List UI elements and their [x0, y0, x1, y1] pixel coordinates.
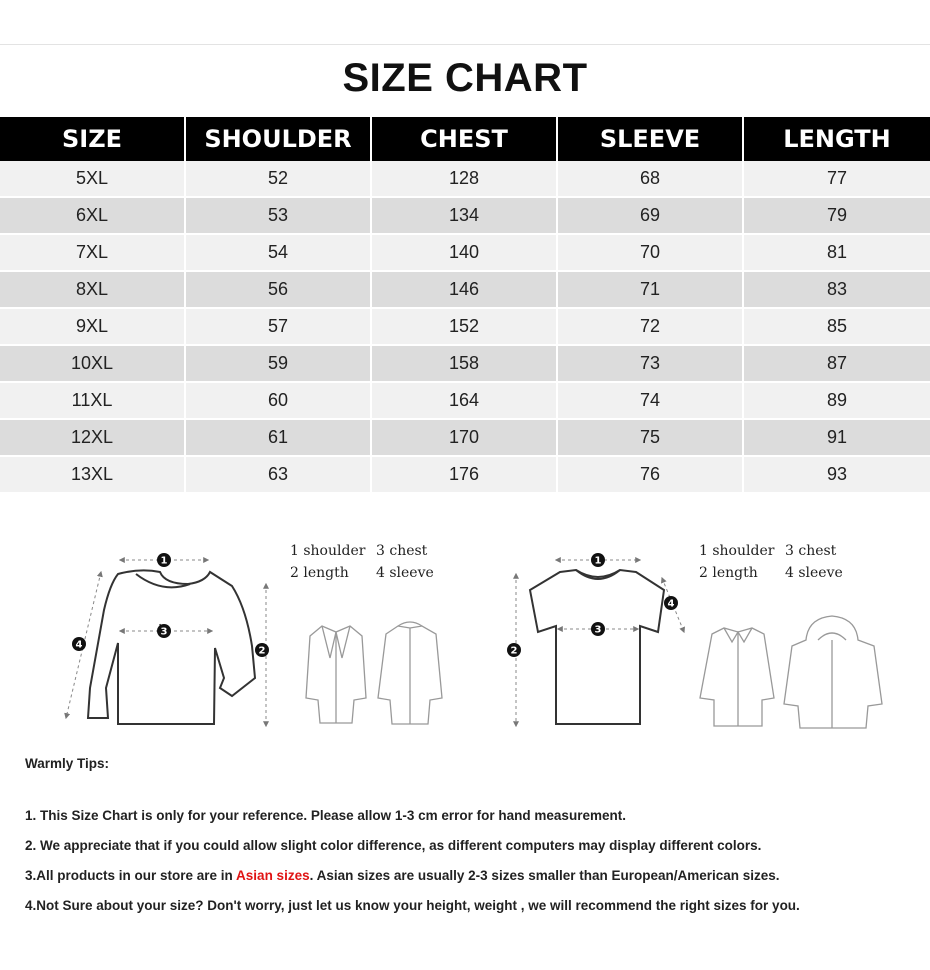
marker-2: 2 — [258, 645, 266, 657]
cell-chest: 170 — [372, 420, 558, 457]
size-table — [0, 117, 930, 494]
cell-shoulder: 54 — [186, 235, 372, 272]
table-row — [0, 457, 930, 494]
cell-sleeve: 73 — [558, 346, 744, 383]
cell-length: 89 — [744, 383, 930, 420]
tips-section — [25, 756, 915, 921]
cell-chest: 140 — [372, 235, 558, 272]
cell-shoulder: 60 — [186, 383, 372, 420]
cell-size: 12XL — [0, 420, 186, 457]
top-divider — [0, 44, 930, 45]
cell-chest: 128 — [372, 161, 558, 198]
legend-shoulder: 1 shoulder — [699, 543, 775, 559]
hoodie-sketch-icon — [784, 616, 882, 728]
table-row — [0, 346, 930, 383]
cell-chest: 146 — [372, 272, 558, 309]
cell-shoulder: 52 — [186, 161, 372, 198]
table-row — [0, 272, 930, 309]
marker-1: 1 — [160, 555, 168, 567]
table-row — [0, 161, 930, 198]
marker-3: 3 — [160, 626, 168, 638]
cell-length: 85 — [744, 309, 930, 346]
legend-chest: 3 chest — [376, 543, 428, 559]
marker-4: 4 — [667, 598, 675, 610]
column-header-chest: CHEST — [372, 117, 558, 161]
legend-right — [699, 540, 843, 584]
jacket-sketch-icon — [306, 626, 366, 723]
table-row — [0, 420, 930, 457]
cell-length: 93 — [744, 457, 930, 494]
legend-sleeve: 4 sleeve — [376, 565, 434, 581]
marker-4: 4 — [75, 639, 83, 651]
cell-shoulder: 59 — [186, 346, 372, 383]
table-row — [0, 235, 930, 272]
cell-length: 83 — [744, 272, 930, 309]
table-row — [0, 309, 930, 346]
cell-length: 87 — [744, 346, 930, 383]
legend-length: 2 length — [699, 565, 758, 581]
cell-chest: 176 — [372, 457, 558, 494]
cell-chest: 134 — [372, 198, 558, 235]
cell-chest: 158 — [372, 346, 558, 383]
cell-size: 13XL — [0, 457, 186, 494]
cell-length: 77 — [744, 161, 930, 198]
tips-heading: Warmly Tips: — [25, 756, 110, 771]
cell-size: 5XL — [0, 161, 186, 198]
cell-sleeve: 69 — [558, 198, 744, 235]
table-row — [0, 383, 930, 420]
legend-chest: 3 chest — [785, 543, 837, 559]
cell-sleeve: 76 — [558, 457, 744, 494]
table-header-row — [0, 117, 930, 161]
cell-shoulder: 57 — [186, 309, 372, 346]
legend-length: 2 length — [290, 565, 349, 581]
sweatshirt-diagram — [88, 570, 255, 724]
cell-sleeve: 70 — [558, 235, 744, 272]
legend-sleeve: 4 sleeve — [785, 565, 843, 581]
cell-length: 91 — [744, 420, 930, 457]
table-row — [0, 198, 930, 235]
marker-3: 3 — [594, 624, 602, 636]
cell-size: 8XL — [0, 272, 186, 309]
measurement-diagrams — [0, 528, 930, 738]
legend-shoulder: 1 shoulder — [290, 543, 366, 559]
column-header-sleeve: SLEEVE — [558, 117, 744, 161]
cell-shoulder: 61 — [186, 420, 372, 457]
marker-2: 2 — [510, 645, 518, 657]
cell-sleeve: 72 — [558, 309, 744, 346]
cell-chest: 152 — [372, 309, 558, 346]
tip-2: 2. We appreciate that if you could allow slight color difference, as different computers may display different colors. — [25, 838, 762, 853]
cell-shoulder: 56 — [186, 272, 372, 309]
cell-length: 79 — [744, 198, 930, 235]
column-header-size: SIZE — [0, 117, 186, 161]
zip-jacket-sketch-icon — [378, 622, 442, 724]
column-header-shoulder: SHOULDER — [186, 117, 372, 161]
tip-1: 1. This Size Chart is only for your reference. Please allow 1-3 cm error for hand measurement. — [25, 808, 626, 823]
legend-left — [290, 540, 434, 584]
cell-sleeve: 75 — [558, 420, 744, 457]
marker-1: 1 — [594, 555, 602, 567]
cell-size: 6XL — [0, 198, 186, 235]
asian-sizes-highlight: Asian sizes — [236, 868, 310, 883]
cell-size: 11XL — [0, 383, 186, 420]
cell-length: 81 — [744, 235, 930, 272]
cell-size: 7XL — [0, 235, 186, 272]
tip-4: 4.Not Sure about your size? Don't worry, just let us know your height, weight , we will recommend the right sizes for you. — [25, 898, 800, 913]
shirt-sketch-icon — [700, 628, 774, 726]
tip-3 — [25, 861, 915, 891]
cell-sleeve: 74 — [558, 383, 744, 420]
tshirt-diagram — [530, 570, 664, 724]
tip-3-text-start: 3.All products in our store are in — [25, 868, 237, 883]
cell-size: 9XL — [0, 309, 186, 346]
cell-sleeve: 71 — [558, 272, 744, 309]
cell-shoulder: 53 — [186, 198, 372, 235]
tip-3-text-end: . Asian sizes are usually 2-3 sizes smaller than European/American sizes. — [309, 868, 780, 883]
column-header-length: LENGTH — [744, 117, 930, 161]
cell-sleeve: 68 — [558, 161, 744, 198]
cell-size: 10XL — [0, 346, 186, 383]
cell-chest: 164 — [372, 383, 558, 420]
page-title: SIZE CHART — [342, 56, 588, 100]
cell-shoulder: 63 — [186, 457, 372, 494]
